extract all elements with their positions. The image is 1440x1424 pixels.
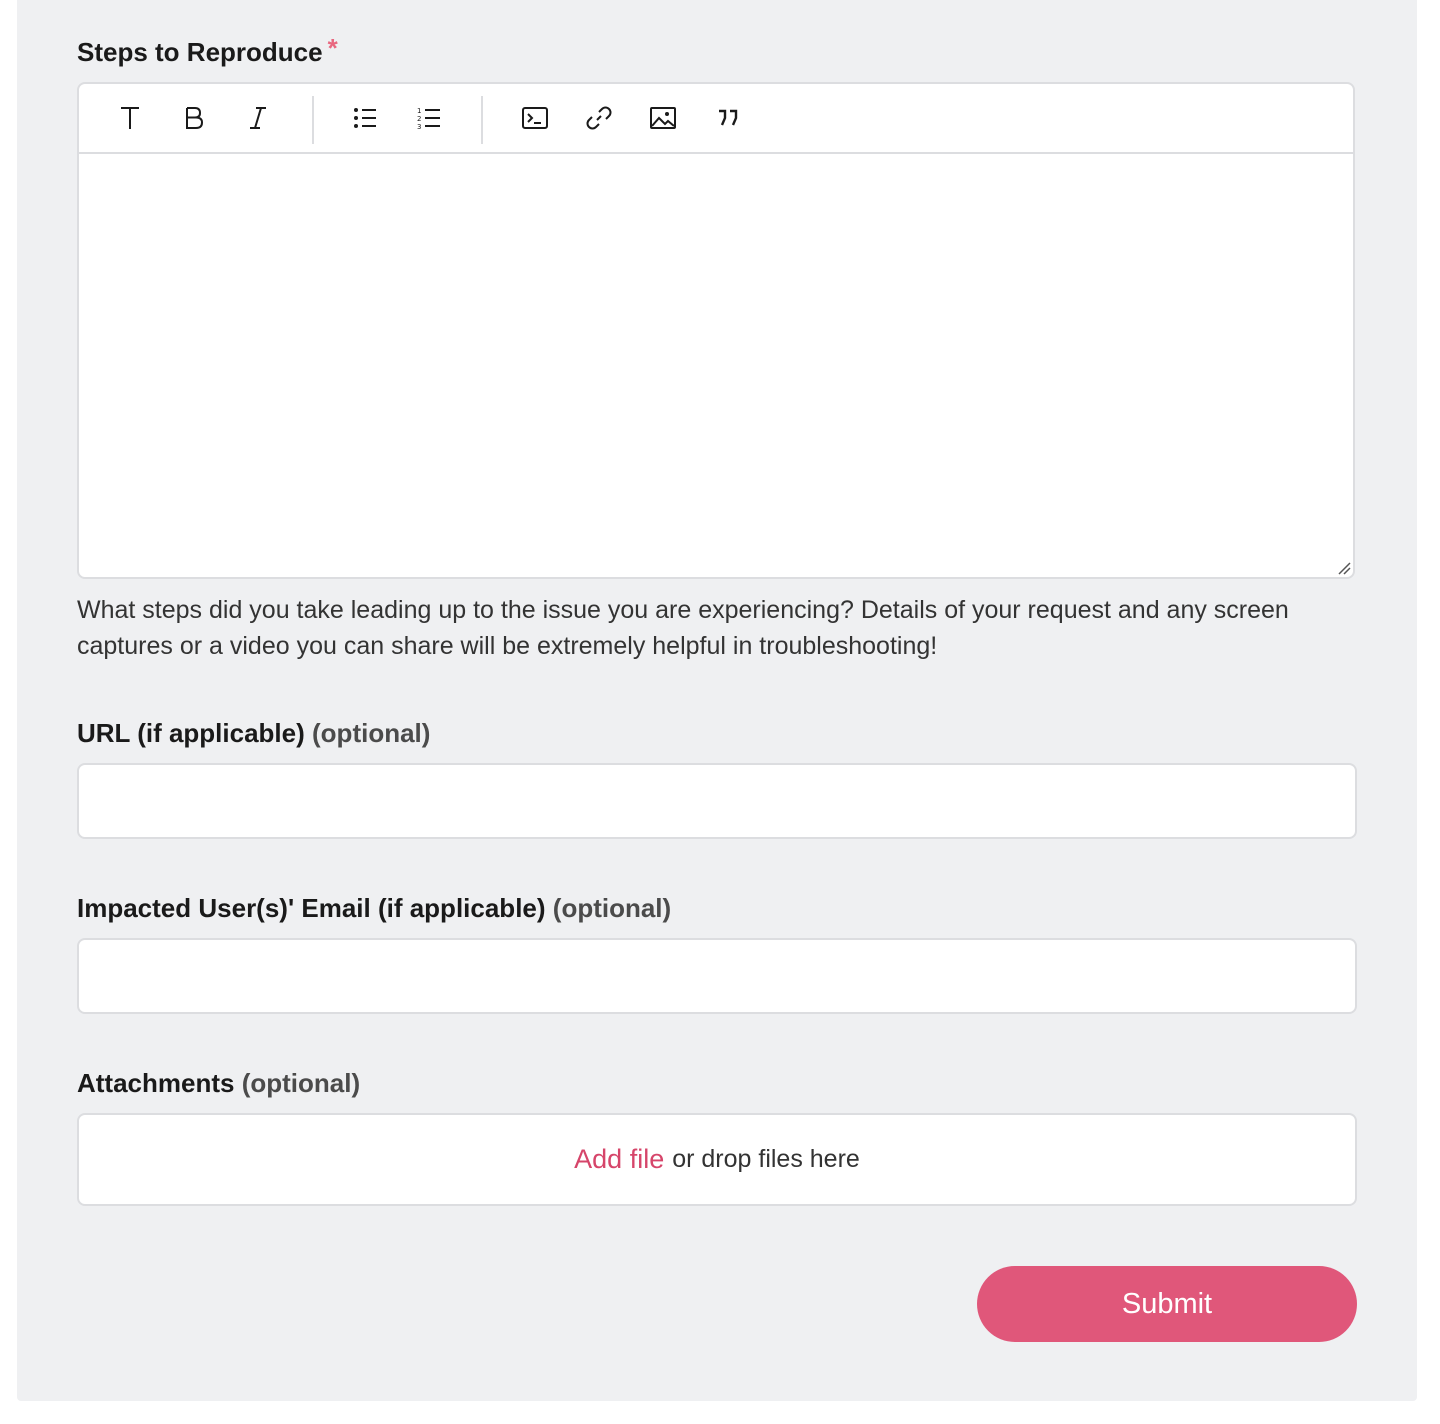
steps-editor xyxy=(77,82,1355,579)
add-file-link[interactable]: Add file xyxy=(574,1144,665,1174)
quote-button[interactable] xyxy=(708,98,748,138)
italic-button[interactable] xyxy=(238,98,278,138)
attachments-label xyxy=(77,1067,360,1099)
terminal-icon xyxy=(522,107,548,129)
quote-icon xyxy=(717,109,739,127)
numbered-list-icon xyxy=(417,106,441,130)
bulleted-list-button[interactable] xyxy=(345,98,385,138)
text-style-button[interactable] xyxy=(110,98,150,138)
svg-text:1: 1 xyxy=(417,107,422,115)
drop-files-text: or drop files here xyxy=(672,1145,860,1173)
attachments-label-text: Attachments xyxy=(77,1068,235,1098)
bold-icon xyxy=(183,105,205,131)
steps-label-text: Steps to Reproduce xyxy=(77,37,323,67)
steps-label xyxy=(77,33,338,68)
code-block-button[interactable] xyxy=(515,98,555,138)
toolbar-divider xyxy=(312,96,314,144)
editor-toolbar xyxy=(79,84,1353,154)
submit-button[interactable]: Submit xyxy=(977,1266,1357,1342)
svg-text:2: 2 xyxy=(417,115,422,123)
optional-tag: (optional) xyxy=(552,893,672,923)
link-icon xyxy=(586,105,612,131)
email-label-text: Impacted User(s)' Email (if applicable) xyxy=(77,893,546,923)
toolbar-divider xyxy=(481,96,483,144)
numbered-list-button[interactable] xyxy=(409,98,449,138)
required-marker: * xyxy=(327,33,338,63)
bold-button[interactable] xyxy=(174,98,214,138)
image-button[interactable] xyxy=(643,98,683,138)
svg-text:3: 3 xyxy=(417,123,422,130)
text-icon xyxy=(119,105,141,131)
italic-icon xyxy=(247,105,269,131)
url-label xyxy=(77,717,430,749)
steps-hint: What steps did you take leading up to the issue you are experiencing? Details of your request and any screen captures or a video you can share will be extremely helpful in troubleshooting! xyxy=(77,596,1289,660)
email-input[interactable] xyxy=(77,938,1357,1014)
link-button[interactable] xyxy=(579,98,619,138)
optional-tag: (optional) xyxy=(312,718,431,748)
email-label xyxy=(77,892,671,924)
bullet-list-icon xyxy=(353,107,377,129)
url-label-text: URL (if applicable) xyxy=(77,718,305,748)
url-input[interactable] xyxy=(77,763,1357,839)
steps-textarea[interactable] xyxy=(79,154,1353,577)
attachments-dropzone[interactable] xyxy=(77,1113,1357,1206)
optional-tag: (optional) xyxy=(241,1068,361,1098)
image-icon xyxy=(650,107,676,129)
resize-handle-icon[interactable] xyxy=(1337,561,1351,575)
